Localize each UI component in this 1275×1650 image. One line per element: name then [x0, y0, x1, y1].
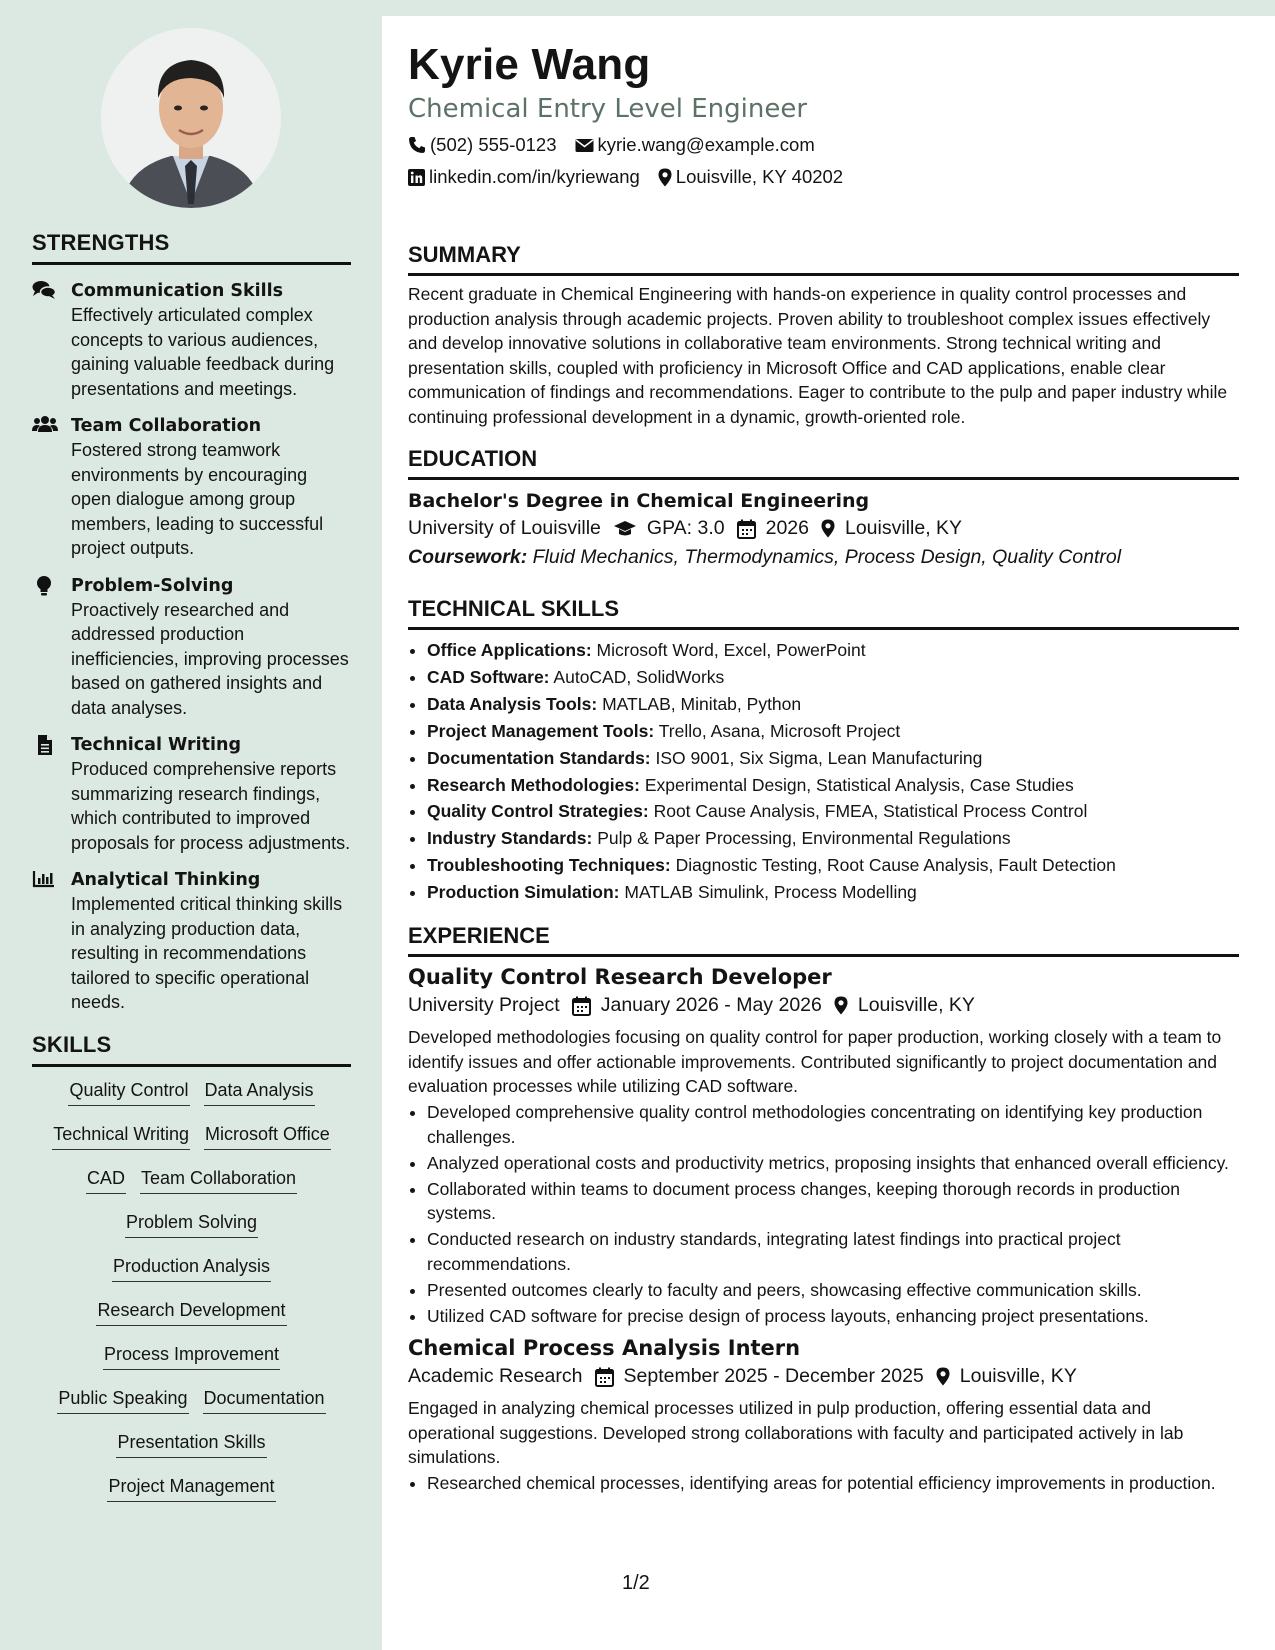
- skill-value: MATLAB Simulink, Process Modelling: [624, 882, 917, 903]
- strength-desc: Fostered strong teamwork environments by encouraging open dialogue among group members, leading to successful project outputs.: [71, 440, 324, 558]
- job-location: Louisville, KY: [959, 1365, 1077, 1387]
- coursework: [408, 546, 1239, 569]
- strength-desc: Effectively articulated complex concepts to various audiences, gaining valuable feedback during presentations and meetings.: [71, 305, 335, 399]
- skill-value: Microsoft Word, Excel, PowerPoint: [596, 640, 866, 660]
- summary-text: Recent graduate in Chemical Engineering with hands-on experience in quality control processes and production analysis through academic projects. Proven ability to troubleshoot complex issues effectively and develop innovative solutions in collaborative team environments. Strong technical writing and presentation skills, coupled with proficiency in Microsoft Office and CAD applications, enable clear communication of findings and recommendations. Eager to contribute to the pulp and paper industry while continuing professional development in a dynamic, growth-oriented role.: [408, 284, 1228, 427]
- job-summary: Developed methodologies focusing on quality control for paper production, working closely with a team to identify issues and offer actionable improvements. Contributed significantly to project documentation and evaluation processes while utilizing CAD software.: [408, 1027, 1222, 1096]
- job-dates: January 2026 - May 2026: [600, 994, 822, 1016]
- skill-value: Experimental Design, Statistical Analysis, Case Studies: [644, 774, 1074, 795]
- list-item: [427, 664, 1239, 691]
- strength-desc: Implemented critical thinking skills in analyzing production data, resulting in recommendations tailored to specific operational needs.: [71, 894, 343, 1012]
- comments-icon: [32, 280, 56, 302]
- strength-item: [32, 868, 351, 1015]
- job-location: Louisville, KY: [857, 994, 975, 1016]
- school-location: Louisville, KY: [844, 517, 963, 539]
- location-contact: [658, 166, 843, 188]
- strength-title: Analytical Thinking: [71, 870, 261, 890]
- list-item: • Developed comprehensive quality control methodologies concentrating on identifying key production challenges.: [427, 1100, 1239, 1149]
- education-meta: [408, 517, 1239, 540]
- contact-row-1: [408, 134, 833, 156]
- experience-section: [408, 923, 1239, 1496]
- job-bullets: [408, 1471, 1239, 1496]
- skill-tag: Team Collaboration: [140, 1166, 297, 1194]
- calendar-icon: [737, 519, 756, 539]
- linkedin-text: linkedin.com/in/kyriewang: [429, 166, 640, 187]
- skill-value: AutoCAD, SolidWorks: [553, 666, 725, 687]
- strength-desc: Proactively researched and addressed production inefficiencies, improving processes based on gathered insights and data analyses.: [71, 599, 349, 718]
- skill-label: Troubleshooting Techniques:: [427, 855, 671, 876]
- map-pin-icon: [936, 1367, 950, 1386]
- education-section: [408, 446, 1239, 569]
- job-summary: Engaged in analyzing chemical processes utilized in pulp production, offering essential data and operational suggestions. Developed strong collaborations with faculty and participated actively in lab simulations.: [408, 1398, 1184, 1467]
- strength-title: Problem-Solving: [71, 575, 234, 596]
- contact-row-2: [408, 166, 861, 188]
- list-item: [427, 879, 1239, 906]
- map-pin-icon: [821, 519, 835, 538]
- list-item: [427, 691, 1239, 718]
- skill-tag: Problem Solving: [125, 1210, 258, 1238]
- job-title: Quality Control Research Developer: [408, 965, 832, 989]
- job-meta: [408, 1365, 1239, 1388]
- list-item: [427, 772, 1239, 799]
- experience-heading: EXPERIENCE: [408, 923, 1239, 957]
- skill-tag: Public Speaking: [57, 1386, 188, 1414]
- list-item: • Conducted research on industry standards, integrating latest findings into practical project recommendations.: [427, 1227, 1239, 1276]
- technical-skills-section: [408, 596, 1239, 906]
- skill-tag: Technical Writing: [52, 1122, 190, 1150]
- candidate-name: Kyrie Wang: [408, 40, 651, 89]
- list-item: [427, 852, 1239, 879]
- list-item: • Researched chemical processes, identifying areas for potential efficiency improvements in production.: [427, 1471, 1239, 1496]
- linkedin-icon: [408, 169, 425, 186]
- job-bullets: [408, 1100, 1239, 1328]
- page-number: 1/2: [622, 1572, 650, 1594]
- skill-label: Office Applications:: [427, 640, 592, 660]
- skills-section: [32, 1032, 351, 1517]
- phone-text: (502) 555-0123: [430, 134, 557, 155]
- strength-desc: Produced comprehensive reports summarizing research findings, which contributed to improved proposals for process adjustments.: [71, 759, 351, 853]
- job-entry: [408, 1336, 1239, 1496]
- phone-contact[interactable]: [408, 134, 557, 156]
- document-icon: [32, 734, 56, 756]
- job-dates: September 2025 - December 2025: [623, 1365, 924, 1387]
- skill-label: Documentation Standards:: [427, 747, 651, 768]
- skill-value: MATLAB, Minitab, Python: [602, 693, 802, 714]
- skill-tag: Project Management: [107, 1474, 275, 1502]
- strength-item: [32, 733, 351, 855]
- linkedin-contact[interactable]: [408, 166, 640, 188]
- coursework-label: Coursework:: [408, 546, 528, 568]
- skills-list: [32, 1067, 351, 1503]
- map-pin-icon: [658, 168, 672, 187]
- bar-chart-icon: [32, 869, 56, 891]
- technical-skills-heading: TECHNICAL SKILLS: [408, 596, 1239, 630]
- skill-tag: Quality Control: [68, 1078, 189, 1106]
- skill-tag: Presentation Skills: [116, 1430, 266, 1458]
- summary-section: [408, 242, 1239, 429]
- graduation-year: 2026: [765, 517, 809, 539]
- phone-icon: [408, 136, 426, 154]
- skill-tag: Microsoft Office: [204, 1122, 331, 1150]
- strength-title: Communication Skills: [71, 281, 284, 301]
- profile-photo: [101, 28, 281, 208]
- list-item: [427, 798, 1239, 825]
- gpa: GPA: 3.0: [646, 517, 725, 539]
- calendar-icon: [572, 996, 591, 1016]
- strength-title: Team Collaboration: [71, 416, 262, 436]
- list-item: [427, 718, 1239, 745]
- job-meta: [408, 994, 1239, 1017]
- strength-item: [32, 414, 351, 561]
- skill-value: ISO 9001, Six Sigma, Lean Manufacturing: [655, 747, 983, 768]
- list-item: • Collaborated within teams to document process changes, keeping thorough records in production systems.: [427, 1177, 1239, 1226]
- skill-tag: Research Development: [96, 1298, 286, 1326]
- list-item: [427, 637, 1239, 664]
- strength-item: [32, 574, 351, 721]
- email-contact[interactable]: [575, 134, 815, 156]
- users-icon: [32, 415, 56, 437]
- list-item: • Utilized CAD software for precise design of process layouts, enhancing project presentations.: [427, 1304, 1239, 1329]
- map-pin-icon: [834, 996, 848, 1015]
- skill-label: Research Methodologies:: [427, 774, 640, 795]
- degree-title: Bachelor's Degree in Chemical Engineering: [408, 490, 870, 512]
- skills-heading: SKILLS: [32, 1032, 351, 1067]
- skill-tag: Process Improvement: [103, 1342, 280, 1370]
- graduation-cap-icon: [613, 520, 637, 538]
- skill-label: Production Simulation:: [427, 882, 620, 903]
- calendar-icon: [595, 1367, 614, 1387]
- skill-label: Industry Standards:: [427, 828, 593, 849]
- education-heading: EDUCATION: [408, 446, 1239, 480]
- school-name: University of Louisville: [408, 517, 601, 539]
- envelope-icon: [575, 138, 594, 153]
- location-text: Louisville, KY 40202: [675, 166, 844, 187]
- job-org: Academic Research: [408, 1365, 583, 1387]
- summary-heading: SUMMARY: [408, 242, 1239, 276]
- strengths-heading: STRENGTHS: [32, 230, 351, 265]
- list-item: [427, 825, 1239, 852]
- skill-label: Quality Control Strategies:: [427, 801, 649, 822]
- skill-tag: Documentation: [203, 1386, 326, 1414]
- strength-title: Technical Writing: [71, 735, 242, 755]
- list-item: • Presented outcomes clearly to faculty and peers, showcasing effective communication skills.: [427, 1278, 1239, 1303]
- skill-value: Diagnostic Testing, Root Cause Analysis, Fault Detection: [675, 855, 1116, 876]
- job-title: Chemical Process Analysis Intern: [408, 1336, 801, 1360]
- skill-tag: Data Analysis: [204, 1078, 315, 1106]
- job-entry: [408, 965, 1239, 1328]
- candidate-title: Chemical Entry Level Engineer: [408, 94, 808, 124]
- skill-label: CAD Software:: [427, 666, 550, 687]
- strength-item: [32, 279, 351, 401]
- lightbulb-icon: [32, 575, 56, 597]
- job-org: University Project: [408, 994, 560, 1016]
- email-text: kyrie.wang@example.com: [597, 134, 815, 155]
- skill-label: Data Analysis Tools:: [427, 693, 598, 714]
- skill-value: Pulp & Paper Processing, Environmental Regulations: [597, 828, 1011, 849]
- technical-skills-list: [408, 637, 1239, 906]
- list-item: • Analyzed operational costs and productivity metrics, proposing insights that enhanced overall efficiency.: [427, 1151, 1239, 1176]
- strengths-section: [32, 230, 351, 1015]
- skill-label: Project Management Tools:: [427, 720, 655, 741]
- coursework-list: Fluid Mechanics, Thermodynamics, Process Design, Quality Control: [532, 546, 1122, 568]
- skill-tag: Production Analysis: [112, 1254, 271, 1282]
- list-item: [427, 745, 1239, 772]
- skill-value: Trello, Asana, Microsoft Project: [658, 720, 901, 741]
- skill-value: Root Cause Analysis, FMEA, Statistical Process Control: [653, 801, 1088, 822]
- skill-tag: CAD: [86, 1166, 126, 1194]
